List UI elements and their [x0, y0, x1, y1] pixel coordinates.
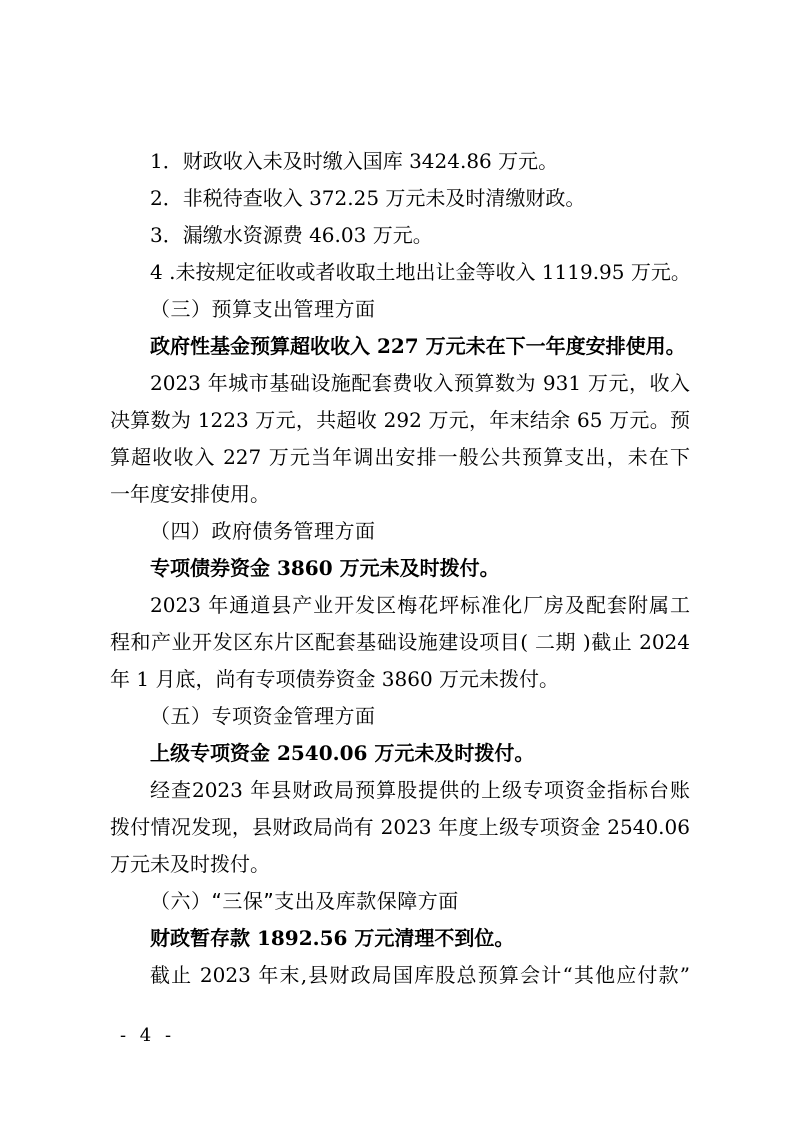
finding-title-3: 政府性基金预算超收收入 227 万元未在下一年度安排使用。: [150, 334, 686, 358]
document-body: [110, 143, 690, 994]
list-item-1: 1．财政收入未及时缴入国库 3424.86 万元。: [150, 149, 559, 173]
list-item-3: 3．漏缴水资源费 46.03 万元。: [150, 223, 433, 247]
paragraph-line: 截止 2023 年末,县财政局国库股总预算会计“其他应付款”: [150, 963, 690, 987]
paragraph-line: 万元未及时拨付。: [110, 852, 270, 876]
section-heading-5: （五）专项资金管理方面: [150, 704, 376, 728]
finding-title-4: 专项债券资金 3860 万元未及时拨付。: [150, 556, 500, 580]
finding-title-5: 上级专项资金 2540.06 万元未及时拨付。: [150, 741, 535, 765]
page-number: - 4 -: [120, 1025, 176, 1046]
paragraph-line: 决算数为 1223 万元，共超收 292 万元，年末结余 65 万元。预: [110, 408, 690, 432]
section-heading-3: （三）预算支出管理方面: [150, 297, 376, 321]
paragraph-line: 经查2023 年县财政局预算股提供的上级专项资金指标台账: [150, 778, 690, 802]
paragraph-line: 2023 年通道县产业开发区梅花坪标准化厂房及配套附属工: [150, 593, 690, 617]
list-item-2: 2．非税待查收入 372.25 万元未及时清缴财政。: [150, 186, 586, 210]
paragraph-line: 年 1 月底，尚有专项债券资金 3860 万元未拨付。: [110, 667, 560, 691]
finding-title-6: 财政暂存款 1892.56 万元清理不到位。: [150, 926, 515, 950]
paragraph-line: 2023 年城市基础设施配套费收入预算数为 931 万元，收入: [150, 371, 690, 395]
paragraph-line: 一年度安排使用。: [110, 482, 270, 506]
paragraph-line: 程和产业开发区东片区配套基础设施建设项目( 二期 )截止 2024: [110, 630, 690, 654]
paragraph-line: 拨付情况发现，县财政局尚有 2023 年度上级专项资金 2540.06: [110, 815, 690, 839]
list-item-4: 4 .未按规定征收或者收取土地出让金等收入 1119.95 万元。: [150, 260, 691, 284]
section-heading-4: （四）政府债务管理方面: [150, 519, 376, 543]
section-heading-6: （六）“三保”支出及库款保障方面: [150, 889, 459, 913]
paragraph-line: 算超收收入 227 万元当年调出安排一般公共预算支出，未在下: [110, 445, 690, 469]
